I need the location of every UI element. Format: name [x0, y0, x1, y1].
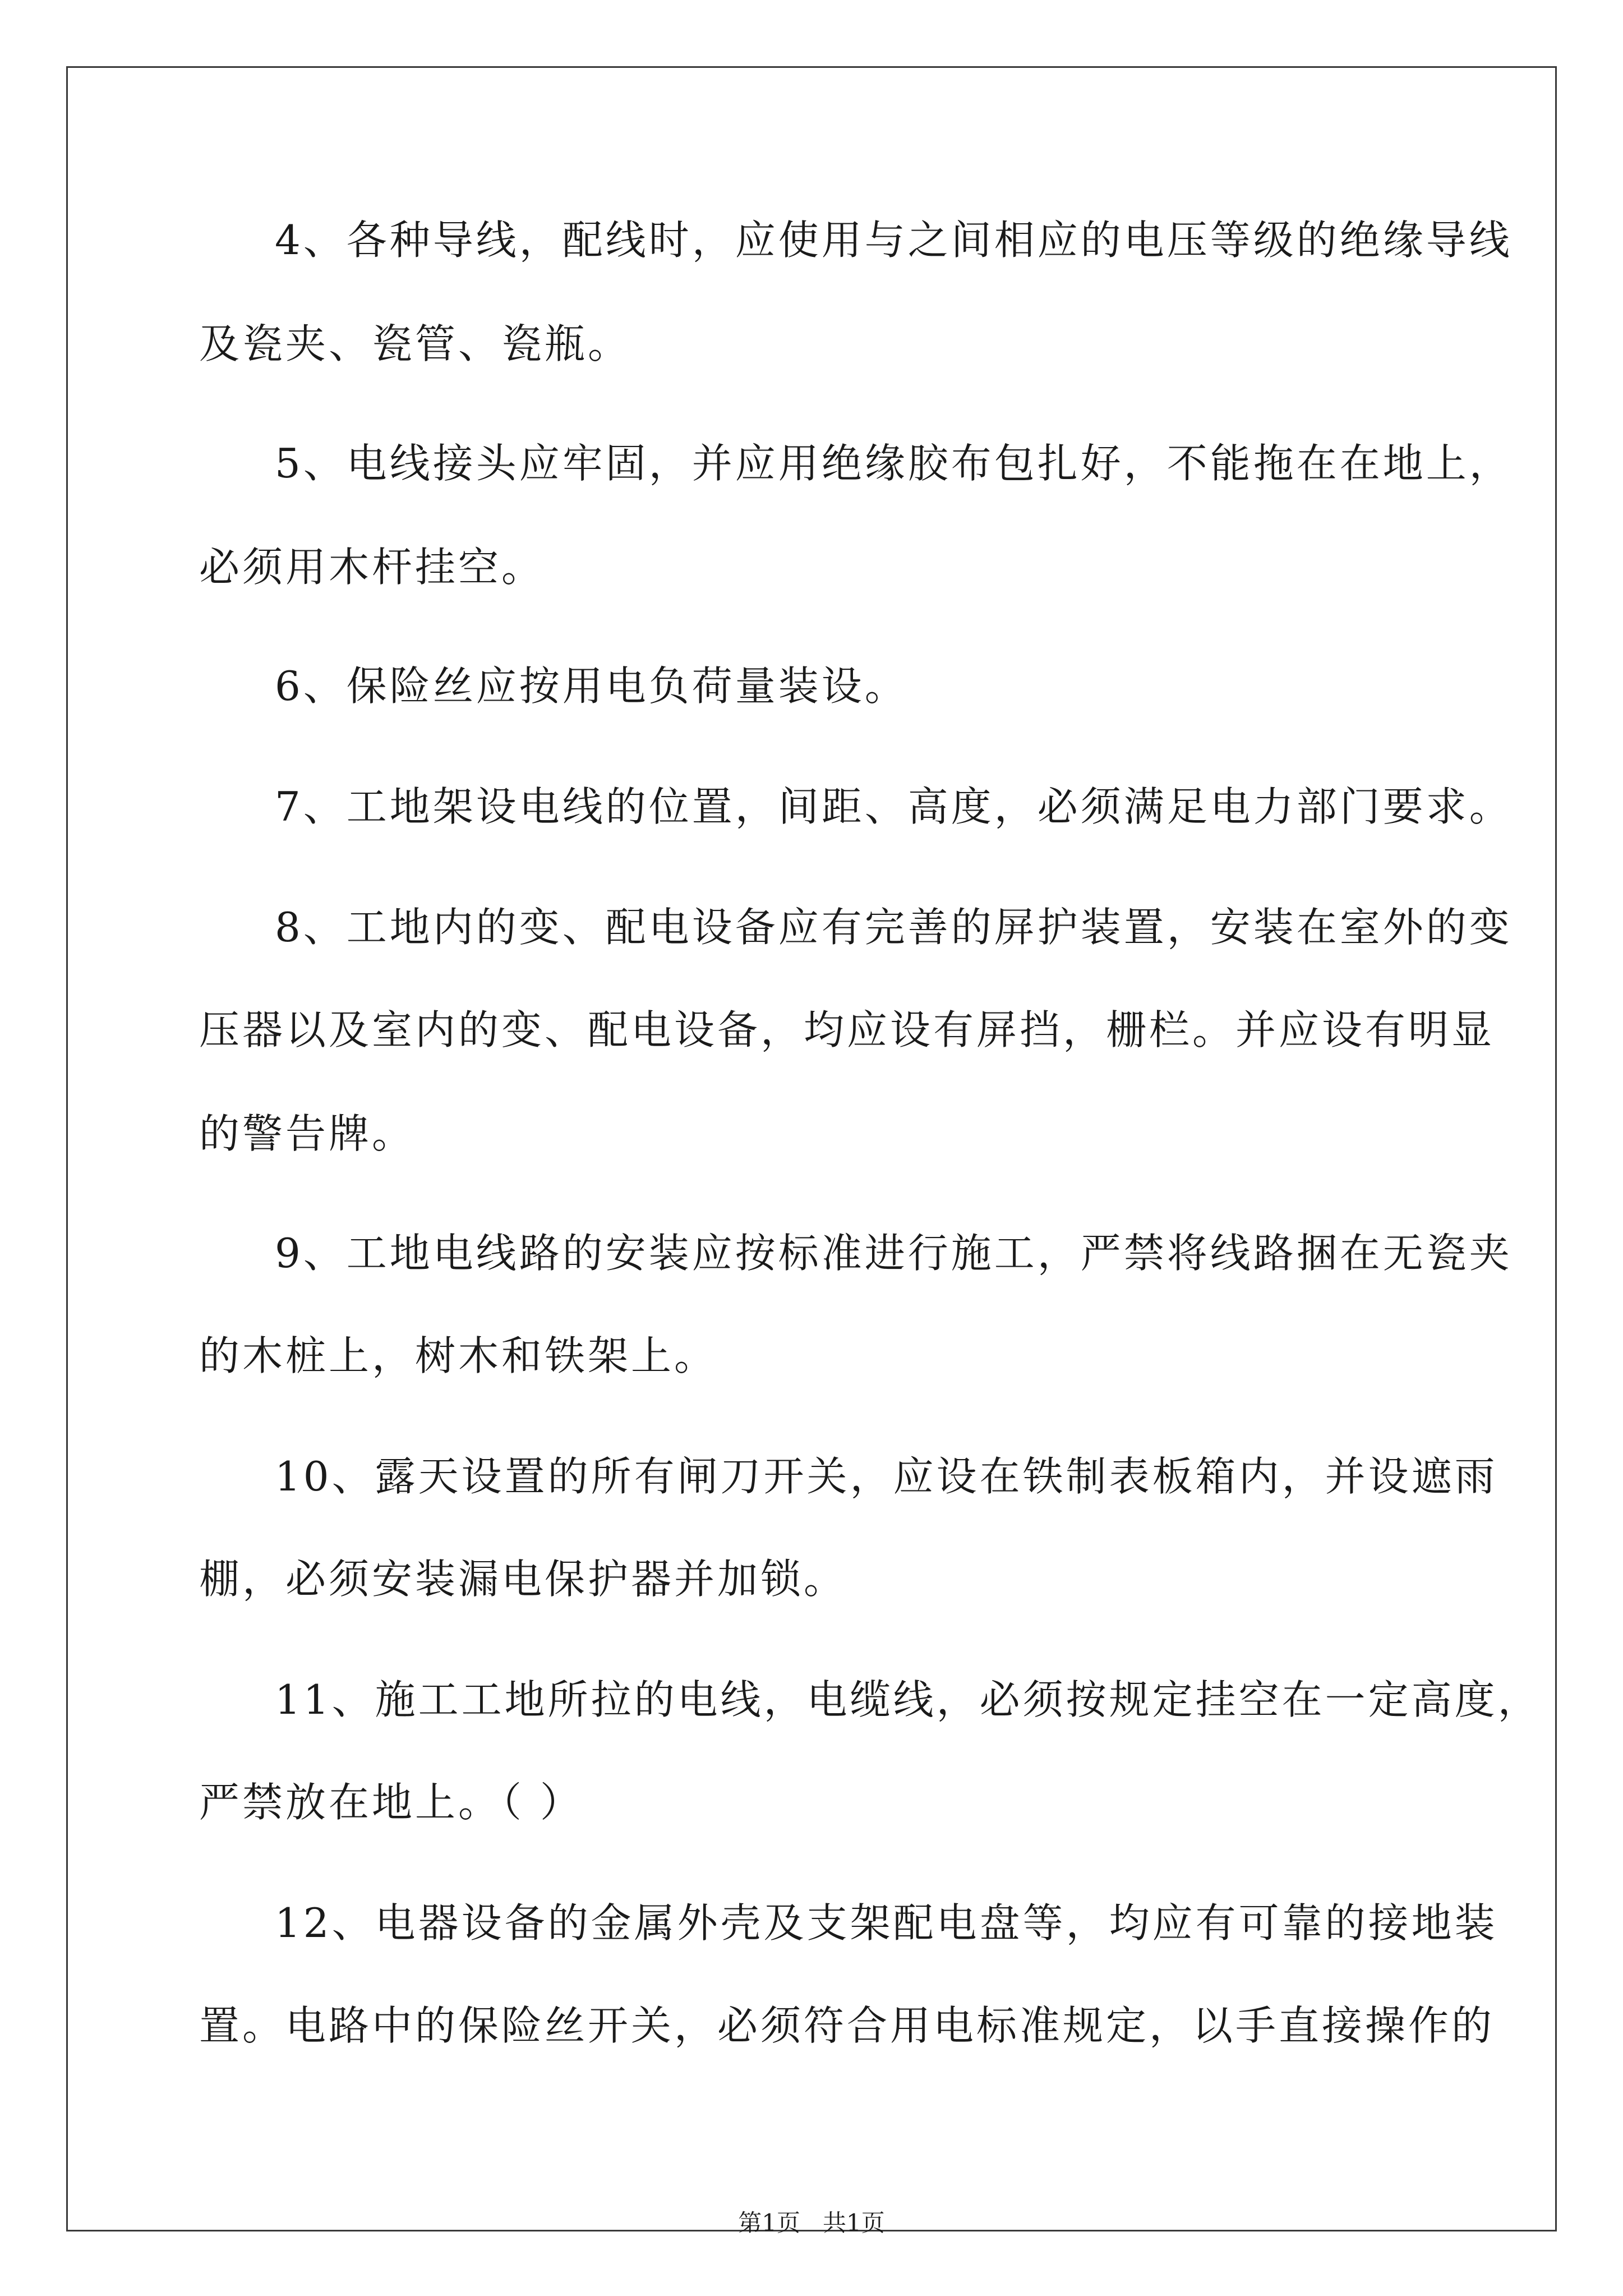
- paragraph-12-line-1: 12、电器设备的金属外壳及支架配电盘等，均应有可靠的接地装: [275, 1899, 1498, 1947]
- paragraph-11-line-1: 11、施工工地所拉的电线，电缆线，必须按规定挂空在一定高度，: [275, 1676, 1541, 1723]
- paragraph-9-line-1: 9、工地电线路的安装应按标准进行施工，严禁将线路捆在无瓷夹: [275, 1230, 1513, 1277]
- paragraph-9-line-2: 的木桩上，树木和铁架上。: [199, 1332, 718, 1379]
- paragraph-12-line-2: 置。电路中的保险丝开关，必须符合用电标准规定，以手直接操作的: [199, 2002, 1495, 2049]
- paragraph-10-line-1: 10、露天设置的所有闸刀开关，应设在铁制表板箱内，并设遮雨: [275, 1453, 1498, 1500]
- paragraph-5-line-1: 5、电线接头应牢固，并应用绝缘胶布包扎好，不能拖在在地上，: [275, 440, 1513, 487]
- paragraph-4-line-1: 4、各种导线，配线时，应使用与之间相应的电压等级的绝缘导线: [275, 217, 1513, 264]
- paragraph-5-line-2: 必须用木杆挂空。: [199, 544, 545, 591]
- paragraph-11-line-2: 严禁放在地上。（ ）: [199, 1779, 583, 1826]
- paragraph-8-line-3: 的警告牌。: [199, 1110, 416, 1157]
- paragraph-10-line-2: 棚，必须安装漏电保护器并加锁。: [199, 1556, 847, 1603]
- paragraph-4-line-2: 及瓷夹、瓷管、瓷瓶。: [199, 320, 631, 367]
- page-footer: 第1页 共1页: [738, 2209, 885, 2237]
- paragraph-6-line-1: 6、保险丝应按用电负荷量装设。: [275, 662, 908, 710]
- paragraph-8-line-2: 压器以及室内的变、配电设备，均应设有屏挡，栅栏。并应设有明显: [199, 1006, 1495, 1053]
- paragraph-7-line-1: 7、工地架设电线的位置，间距、高度，必须满足电力部门要求。: [275, 783, 1513, 830]
- paragraph-8-line-1: 8、工地内的变、配电设备应有完善的屏护装置，安装在室外的变: [275, 904, 1513, 951]
